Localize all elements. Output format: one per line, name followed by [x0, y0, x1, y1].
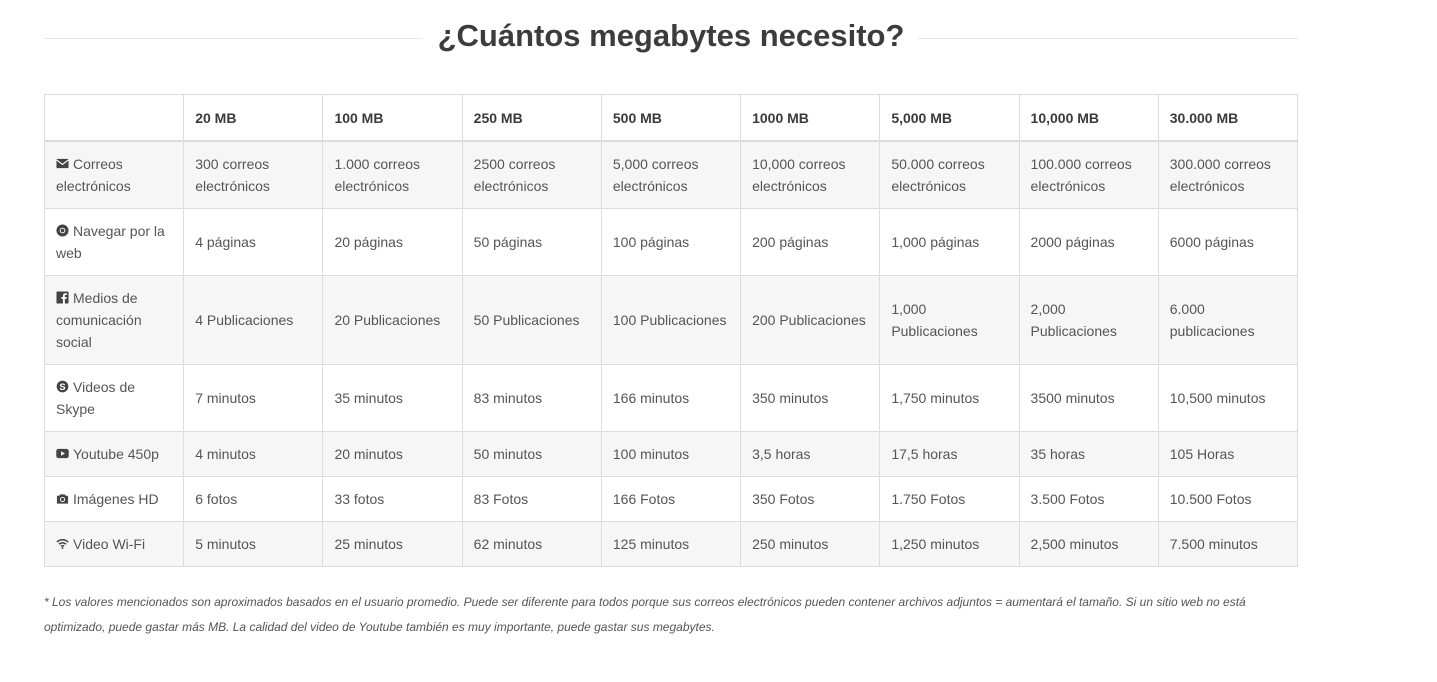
footnote: * Los valores mencionados son aproximados basados en el usuario promedio. Puede ser diferente para todos porque sus correos electrónicos pueden contener archivos adjuntos = aumentará el tamaño. Si un sitio web no está optimizado, puede gastar más MB. La calidad del video de Youtube también es muy importante, puede gastar sus megabytes. [44, 595, 1246, 634]
table-cell: 50 minutos [462, 431, 601, 476]
facebook-icon [56, 288, 69, 301]
column-header: 500 MB [601, 95, 740, 142]
table-cell: 3,5 horas [741, 431, 880, 476]
table-cell: 250 minutos [741, 521, 880, 566]
column-header: 10,000 MB [1019, 95, 1158, 142]
row-label-cell [45, 275, 184, 364]
table-cell: 100 Publicaciones [601, 275, 740, 364]
table-cell: 83 Fotos [462, 476, 601, 521]
megabytes-table [44, 94, 1298, 567]
row-label: Imágenes HD [73, 490, 159, 507]
table-cell: 5 minutos [184, 521, 323, 566]
table-cell: 7 minutos [184, 364, 323, 431]
table-row [45, 521, 1298, 566]
table-cell: 6 fotos [184, 476, 323, 521]
column-header [45, 95, 184, 142]
column-header: 100 MB [323, 95, 462, 142]
wifi-icon [56, 534, 69, 547]
table-cell: 300.000 correos electrónicos [1158, 141, 1297, 208]
row-label-cell [45, 431, 184, 476]
table-cell: 5,000 correos electrónicos [601, 141, 740, 208]
envelope-icon [56, 154, 69, 167]
table-cell: 10.500 Fotos [1158, 476, 1297, 521]
table-cell: 1,250 minutos [880, 521, 1019, 566]
table-cell: 33 fotos [323, 476, 462, 521]
table-cell: 3500 minutos [1019, 364, 1158, 431]
table-cell: 50 Publicaciones [462, 275, 601, 364]
row-label: Youtube 450p [73, 445, 159, 462]
table-cell: 105 Horas [1158, 431, 1297, 476]
table-cell: 1,750 minutos [880, 364, 1019, 431]
camera-icon [56, 489, 69, 502]
table-cell: 2,500 minutos [1019, 521, 1158, 566]
table-cell: 200 Publicaciones [741, 275, 880, 364]
column-header: 1000 MB [741, 95, 880, 142]
table-header-row [45, 95, 1298, 142]
table-cell: 3.500 Fotos [1019, 476, 1158, 521]
table-cell: 350 minutos [741, 364, 880, 431]
table-cell: 125 minutos [601, 521, 740, 566]
table-cell: 50 páginas [462, 208, 601, 275]
row-label: Correos electrónicos [56, 155, 131, 194]
column-header: 20 MB [184, 95, 323, 142]
table-cell: 1.750 Fotos [880, 476, 1019, 521]
table-cell: 6000 páginas [1158, 208, 1297, 275]
table-cell: 17,5 horas [880, 431, 1019, 476]
table-cell: 6.000 publicaciones [1158, 275, 1297, 364]
table-cell: 20 minutos [323, 431, 462, 476]
table-cell: 25 minutos [323, 521, 462, 566]
column-header: 30.000 MB [1158, 95, 1297, 142]
table-cell: 4 Publicaciones [184, 275, 323, 364]
table-cell: 350 Fotos [741, 476, 880, 521]
table-cell: 200 páginas [741, 208, 880, 275]
row-label-cell [45, 208, 184, 275]
table-cell: 300 correos electrónicos [184, 141, 323, 208]
table-cell: 1.000 correos electrónicos [323, 141, 462, 208]
table-row [45, 141, 1298, 208]
table-cell: 10,000 correos electrónicos [741, 141, 880, 208]
row-label-cell [45, 364, 184, 431]
svg-text:S: S [59, 381, 66, 392]
table-row [45, 431, 1298, 476]
table-cell: 2500 correos electrónicos [462, 141, 601, 208]
row-label-cell [45, 141, 184, 208]
table-cell: 35 horas [1019, 431, 1158, 476]
table-cell: 7.500 minutos [1158, 521, 1297, 566]
row-label: Video Wi-Fi [73, 535, 146, 552]
table-cell: 2000 páginas [1019, 208, 1158, 275]
table-cell: 4 páginas [184, 208, 323, 275]
heading-divider-right [918, 38, 1298, 39]
youtube-icon [56, 444, 69, 457]
table-cell: 83 minutos [462, 364, 601, 431]
table-row [45, 275, 1298, 364]
row-label-cell [45, 521, 184, 566]
page-title: ¿Cuántos megabytes necesito? [437, 18, 905, 53]
row-label: Medios de comunicación social [56, 289, 142, 350]
table-row [45, 208, 1298, 275]
table-row [45, 476, 1298, 521]
table-row [45, 364, 1298, 431]
table-cell: 100 páginas [601, 208, 740, 275]
table-cell: 100 minutos [601, 431, 740, 476]
table-cell: 10,500 minutos [1158, 364, 1297, 431]
table-cell: 166 Fotos [601, 476, 740, 521]
table-cell: 50.000 correos electrónicos [880, 141, 1019, 208]
row-label-cell [45, 476, 184, 521]
table-cell: 1,000 Publicaciones [880, 275, 1019, 364]
chrome-icon [56, 221, 69, 234]
table-cell: 100.000 correos electrónicos [1019, 141, 1158, 208]
table-cell: 62 minutos [462, 521, 601, 566]
table-cell: 2,000 Publicaciones [1019, 275, 1158, 364]
skype-icon [56, 377, 69, 390]
table-cell: 1,000 páginas [880, 208, 1019, 275]
table-cell: 166 minutos [601, 364, 740, 431]
table-cell: 20 Publicaciones [323, 275, 462, 364]
table-cell: 35 minutos [323, 364, 462, 431]
row-label: Navegar por la web [56, 222, 165, 261]
table-cell: 4 minutos [184, 431, 323, 476]
row-label: Videos de Skype [56, 378, 136, 417]
column-header: 5,000 MB [880, 95, 1019, 142]
column-header: 250 MB [462, 95, 601, 142]
table-cell: 20 páginas [323, 208, 462, 275]
page-heading [44, 12, 1298, 64]
